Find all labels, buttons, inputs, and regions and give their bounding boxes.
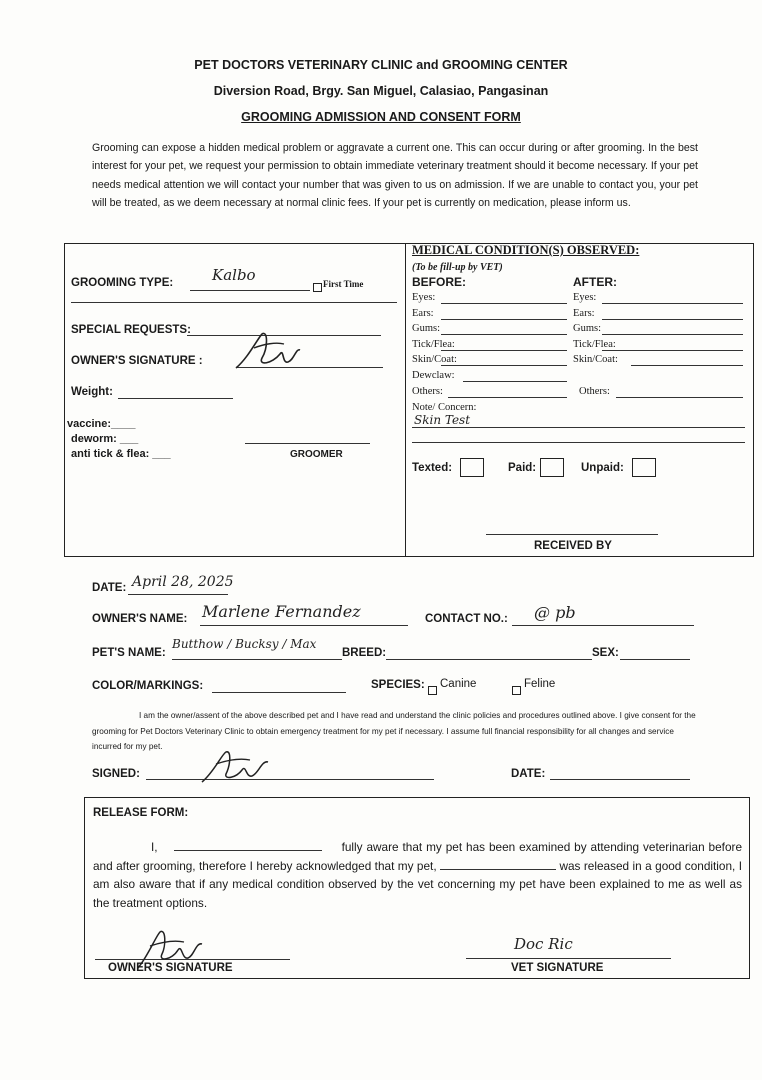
date-line xyxy=(128,594,228,595)
after-item-line[interactable] xyxy=(602,319,743,320)
release-owner-signature-label: OWNER'S SIGNATURE xyxy=(108,962,233,974)
date-label: DATE: xyxy=(92,582,127,594)
received-by-label: RECEIVED BY xyxy=(534,540,612,552)
owner-name-label: OWNER'S NAME: xyxy=(92,613,188,625)
before-item-line[interactable] xyxy=(441,303,567,304)
after-item-line[interactable] xyxy=(631,365,743,366)
grooming-type-label: GROOMING TYPE: xyxy=(71,277,174,289)
signed-signature-drawing xyxy=(196,748,276,788)
release-text-2: fully aware that my pet has been examined by attending veterinarian before and after grooming, therefore I hereby acknowledged that my pet, xyxy=(93,840,742,873)
grooming-type-line2 xyxy=(71,302,397,303)
date-value[interactable]: April 28, 2025 xyxy=(132,574,234,590)
clinic-address: Diversion Road, Brgy. San Miguel, Calasiao, Pangasinan xyxy=(213,84,549,98)
note-value[interactable]: Skin Test xyxy=(414,413,471,427)
before-item-line[interactable] xyxy=(441,365,567,366)
canine-label: Canine xyxy=(440,678,477,690)
owner-name-line xyxy=(200,625,408,626)
grooming-type-value[interactable]: Kalbo xyxy=(212,266,256,284)
owner-signature-label: OWNER'S SIGNATURE : xyxy=(71,355,203,367)
weight-line xyxy=(118,398,233,399)
texted-label: Texted: xyxy=(412,462,453,474)
box-divider xyxy=(405,243,406,557)
after-item-label: Skin/Coat: xyxy=(573,354,618,365)
grooming-type-line xyxy=(190,290,310,291)
after-item-line[interactable] xyxy=(602,334,743,335)
deworm-label: deworm: ___ xyxy=(71,433,139,445)
before-item-label: Ears: xyxy=(412,308,434,319)
release-paragraph xyxy=(93,838,742,912)
owner-signature-drawing xyxy=(228,328,308,380)
contact-label: CONTACT NO.: xyxy=(425,613,508,625)
breed-label: BREED: xyxy=(342,647,387,659)
note-line-2 xyxy=(412,442,745,443)
after-item-line[interactable] xyxy=(616,397,743,398)
before-item-label: Tick/Flea: xyxy=(412,339,455,350)
received-by-line xyxy=(486,534,658,535)
note-line-1 xyxy=(412,427,745,428)
release-title: RELEASE FORM: xyxy=(93,807,189,819)
release-name-blank[interactable] xyxy=(174,850,322,851)
before-item-line[interactable] xyxy=(441,350,567,351)
before-item-line[interactable] xyxy=(441,334,567,335)
vaccine-label: vaccine:____ xyxy=(67,418,136,430)
after-item-label: Ears: xyxy=(573,308,595,319)
feline-label: Feline xyxy=(524,678,556,690)
texted-checkbox[interactable] xyxy=(460,458,484,477)
after-item-line[interactable] xyxy=(602,350,743,351)
signed-label: SIGNED: xyxy=(92,768,140,780)
before-item-line[interactable] xyxy=(448,397,567,398)
after-item-label: Tick/Flea: xyxy=(573,339,616,350)
special-requests-label: SPECIAL REQUESTS: xyxy=(71,324,191,336)
paid-label: Paid: xyxy=(508,462,537,474)
before-item-line[interactable] xyxy=(463,381,567,382)
sex-line xyxy=(620,659,690,660)
color-markings-line xyxy=(212,692,346,693)
owner-name-value[interactable]: Marlene Fernandez xyxy=(202,602,361,621)
signed-date-line xyxy=(550,779,690,780)
canine-checkbox[interactable] xyxy=(428,682,437,700)
species-label: SPECIES: xyxy=(371,679,425,691)
pet-name-line xyxy=(172,659,342,660)
groomer-line xyxy=(245,443,370,444)
anti-tick-label: anti tick & flea: ___ xyxy=(71,448,171,460)
signed-line xyxy=(146,779,434,780)
vet-signature-line xyxy=(466,958,671,959)
after-item-label: Gums: xyxy=(573,323,602,334)
release-pet-blank[interactable] xyxy=(440,869,556,870)
groomer-label: GROOMER xyxy=(290,449,343,460)
color-markings-label: COLOR/MARKINGS: xyxy=(92,680,204,692)
unpaid-checkbox[interactable] xyxy=(632,458,656,477)
medical-subtitle: (To be fill-up by VET) xyxy=(412,262,503,273)
release-text-1: I, xyxy=(151,840,158,854)
consent-paragraph: I am the owner/assent of the above described pet and I have read and understand the clinic policies and procedures outlined above. I give consent for the grooming for Pet Doctors Veterinary Clinic to obtain emergency treatment for my pet if necessary. I assume full financial responsibility for all changes and service incurred for my pet. xyxy=(92,711,696,751)
after-item-line[interactable] xyxy=(602,303,743,304)
breed-line xyxy=(386,659,592,660)
intro-paragraph: Grooming can expose a hidden medical problem or aggravate a current one. This can occur during or after grooming. In the best interest for your pet, we request your permission to obtain immediate veterinary treatment should it become necessary. If your pet needs medical attention we will contact your number that was given to us on admission. If we are unable to contact you, your pet will be treated, as we deem necessary at normal clinic fees. If your pet is currently on medication, please inform us. xyxy=(92,142,698,210)
clinic-name: PET DOCTORS VETERINARY CLINIC and GROOMING CENTER xyxy=(194,58,568,72)
feline-checkbox[interactable] xyxy=(512,682,521,700)
after-label: AFTER: xyxy=(573,275,617,289)
first-time-label: First Time xyxy=(323,279,364,289)
signed-date-label: DATE: xyxy=(511,768,546,780)
pet-name-label: PET'S NAME: xyxy=(92,647,166,659)
vet-signature-value: Doc Ric xyxy=(514,935,573,953)
vet-signature-label: VET SIGNATURE xyxy=(511,962,604,974)
before-item-label: Gums: xyxy=(412,323,441,334)
before-item-line[interactable] xyxy=(441,319,567,320)
before-label: BEFORE: xyxy=(412,275,466,289)
first-time-checkbox[interactable] xyxy=(313,279,322,297)
unpaid-label: Unpaid: xyxy=(581,462,624,474)
contact-line xyxy=(512,625,694,626)
before-item-label: Others: xyxy=(412,386,443,397)
weight-label: Weight: xyxy=(71,386,113,398)
paid-checkbox[interactable] xyxy=(540,458,564,477)
sex-label: SEX: xyxy=(592,647,619,659)
release-text-3: was released in a good condition, I am also aware that if any medical condition observed by the vet concerning my pet have been explained to me as well as the treatment options. xyxy=(93,858,742,910)
grooming-box xyxy=(64,243,754,557)
medical-title: MEDICAL CONDITION(S) OBSERVED: xyxy=(412,243,640,257)
after-item-label: Eyes: xyxy=(573,292,597,303)
note-label: Note/ Concern: xyxy=(412,402,477,413)
form-title: GROOMING ADMISSION AND CONSENT FORM xyxy=(241,110,521,124)
before-item-label: Dewclaw: xyxy=(412,370,455,381)
after-item-label: Others: xyxy=(579,386,610,397)
before-item-label: Eyes: xyxy=(412,292,436,303)
before-item-label: Skin/Coat: xyxy=(412,354,457,365)
pet-name-value[interactable]: Butthow / Bucksy / Max xyxy=(172,637,317,651)
contact-value[interactable]: @ pb xyxy=(534,603,576,622)
